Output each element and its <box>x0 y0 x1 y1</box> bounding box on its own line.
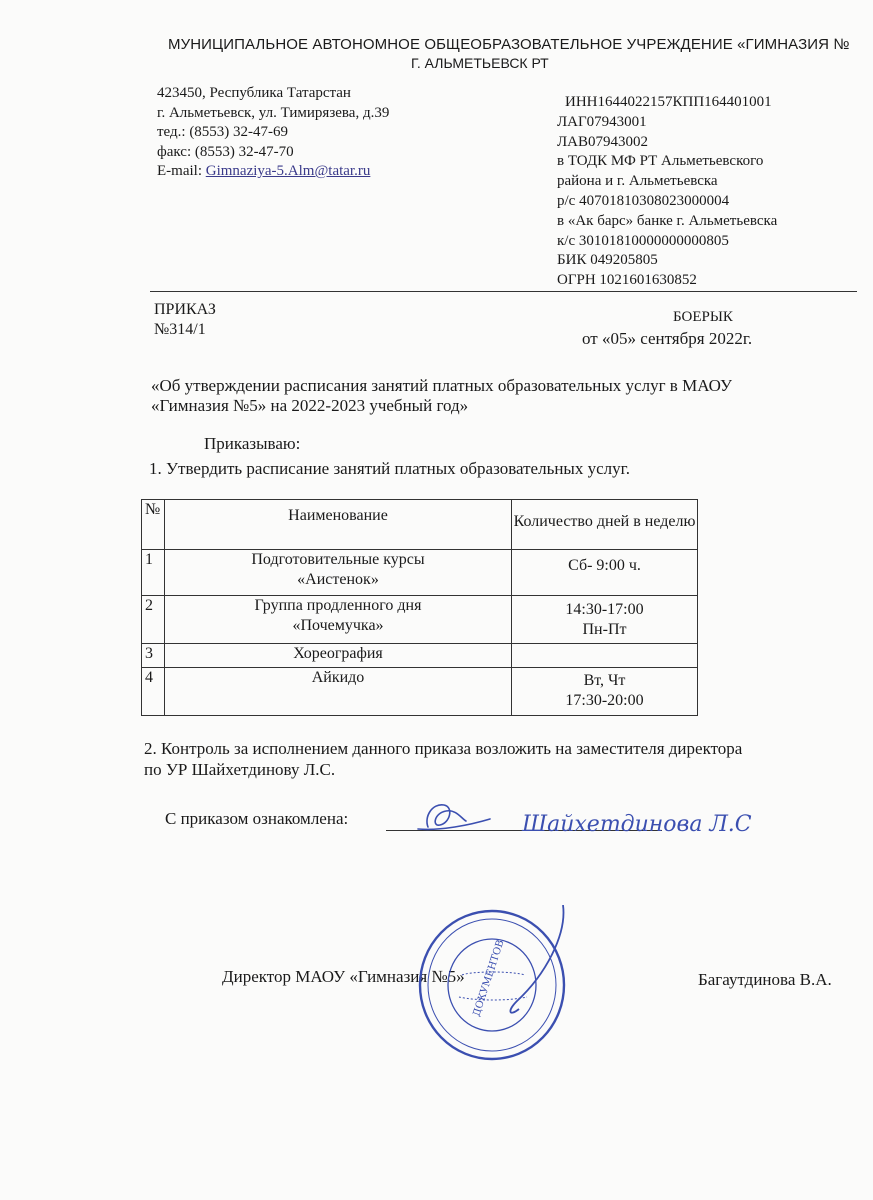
todk-line2: района и г. Альметьевска <box>557 173 718 190</box>
director-name: Багаутдинова В.А. <box>698 970 832 989</box>
row-days-line1: 14:30-17:00 <box>565 601 644 618</box>
phone: тед.: (8553) 32-47-69 <box>157 124 289 140</box>
row-num: 4 <box>142 668 165 716</box>
acquainted-label: С приказом ознакомлена: <box>165 809 349 828</box>
order-number: №314/1 <box>154 321 206 338</box>
address-block <box>157 84 389 182</box>
order-boeryk: БОЕРЫК <box>673 309 733 325</box>
row-days-line2: Пн-Пт <box>582 621 627 638</box>
table-header-row <box>142 500 698 550</box>
row-name-line1: Группа продленного дня <box>254 597 422 614</box>
lav: ЛАВ07943002 <box>557 133 649 150</box>
row-name <box>165 550 512 596</box>
row-days <box>512 668 698 716</box>
row-days-line1: Вт, Чт <box>583 672 626 689</box>
header-divider <box>150 291 857 292</box>
bank-name: в «Ак барс» банке г. Альметьевска <box>557 212 778 229</box>
email-label: E-mail: <box>157 163 206 179</box>
signature-name: Шайхетдинова Л.С <box>522 812 752 837</box>
row-days: Сб- 9:00 ч. <box>512 550 698 596</box>
order-title-line2: «Гимназия №5» на 2022-2023 учебный год» <box>151 396 469 415</box>
header-num: № <box>142 500 165 550</box>
schedule-table <box>141 499 698 716</box>
rs: р/с 40701810308023000004 <box>557 192 730 209</box>
row-name-line2: «Аистенок» <box>297 571 379 588</box>
org-name-line2: Г. АЛЬМЕТЬЕВСК РТ <box>411 55 549 71</box>
table-row <box>142 550 698 596</box>
order-title <box>151 376 732 416</box>
bik: БИК 049205805 <box>557 252 658 269</box>
todk-line1: в ТОДК МФ РТ Альметьевского <box>557 153 764 170</box>
official-stamp <box>417 905 587 1065</box>
inn: ИНН1644022157КПП164401001 <box>565 94 772 110</box>
order-type: ПРИКАЗ <box>154 301 216 318</box>
order-date: от «05» сентября 2022г. <box>582 329 753 348</box>
ks: к/с 30101810000000000805 <box>557 232 729 249</box>
signature-underline-stroke <box>418 819 490 829</box>
signature-initial-stroke <box>427 805 466 827</box>
row-days <box>512 596 698 644</box>
stamp-center-text: ДОКУМЕНТОВ <box>471 938 507 1018</box>
row-days <box>512 644 698 668</box>
order-item2 <box>144 738 742 780</box>
email-link[interactable]: Gimnaziya-5.Alm@tatar.ru <box>205 163 371 179</box>
row-num: 1 <box>142 550 165 596</box>
address-line2: г. Альметьевск, ул. Тимирязева, д.39 <box>157 104 390 121</box>
email-row <box>157 162 389 182</box>
header-name: Наименование <box>165 500 512 550</box>
row-name: Хореография <box>165 644 512 668</box>
table-row <box>142 668 698 716</box>
lag: ЛАГ07943001 <box>557 113 647 130</box>
ogrn: ОГРН 1021601630852 <box>557 272 697 289</box>
order-heading <box>154 300 216 340</box>
row-num: 2 <box>142 596 165 644</box>
table-row <box>142 596 698 644</box>
address-line1: 423450, Республика Татарстан <box>157 85 351 101</box>
row-num: 3 <box>142 644 165 668</box>
org-name-line1: МУНИЦИПАЛЬНОЕ АВТОНОМНОЕ ОБЩЕОБРАЗОВАТЕЛЬНОЕ УЧРЕЖДЕНИЕ «ГИМНАЗИЯ № <box>168 36 850 53</box>
order-title-line1: «Об утверждении расписания занятий платных образовательных услуг в МАОУ <box>151 376 732 395</box>
row-days-line2: 17:30-20:00 <box>565 692 644 709</box>
row-name: Айкидо <box>165 668 512 716</box>
bank-details <box>557 93 777 291</box>
handwritten-signature <box>410 795 790 845</box>
row-name <box>165 596 512 644</box>
header-days: Количество дней в неделю <box>512 500 698 550</box>
director-title: Директор МАОУ «Гимназия №5» <box>222 967 465 986</box>
row-name-line2: «Почемучка» <box>292 617 384 634</box>
row-name-line1: Подготовительные курсы <box>251 551 425 568</box>
order-item2-line1: 2. Контроль за исполнением данного приказа возложить на заместителя директора <box>144 739 743 758</box>
fax: факс: (8553) 32-47-70 <box>157 143 294 160</box>
stamp-inner-text-line <box>459 997 527 1000</box>
table-row <box>142 644 698 668</box>
order-prikazyvayu: Приказываю: <box>204 434 301 453</box>
order-item1: 1. Утвердить расписание занятий платных образовательных услуг. <box>149 459 630 478</box>
order-item2-line2: по УР Шайхетдинову Л.С. <box>144 760 336 779</box>
